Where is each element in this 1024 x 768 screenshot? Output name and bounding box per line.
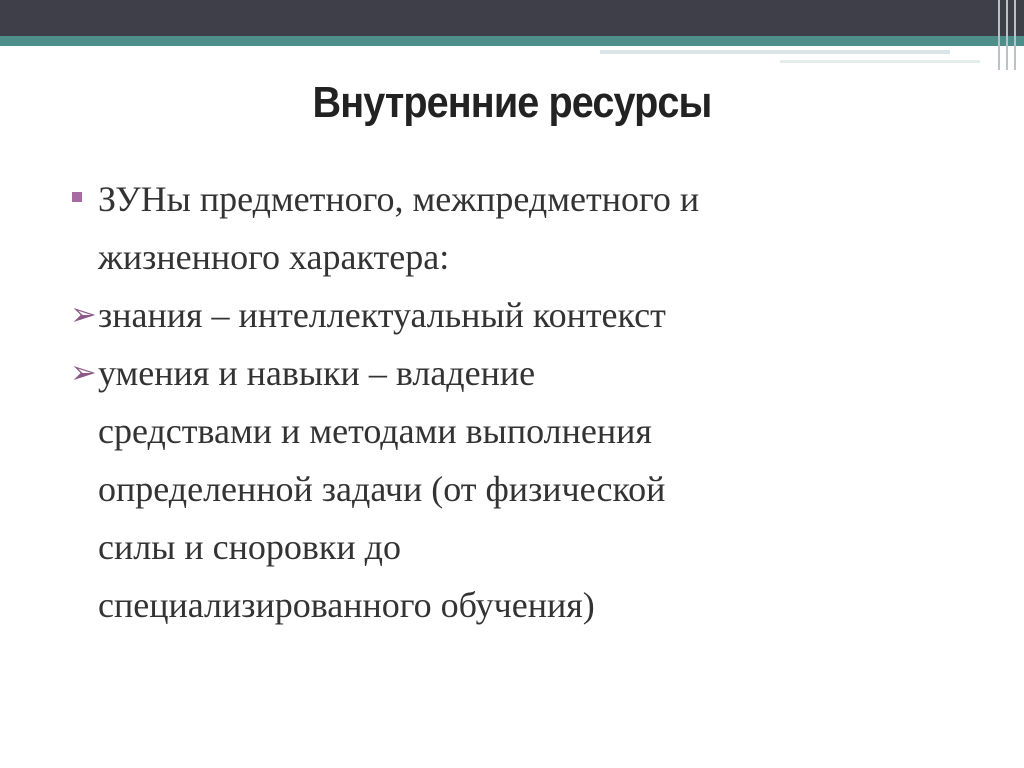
list-item-line: жизненного характера:: [98, 237, 450, 277]
list-item: [70, 344, 950, 634]
decorative-stripe: [600, 50, 950, 54]
list-item-line: знания – интеллектуальный контекст: [98, 295, 666, 335]
decorative-stripe: [780, 60, 980, 63]
list-item-line: силы и сноровки до: [98, 527, 401, 567]
list-item-line: ЗУНы предметного, межпредметного и: [98, 179, 700, 219]
header-band: [0, 0, 1024, 36]
list-item-line: средствами и методами выполнения: [98, 411, 652, 451]
accent-stripe: [0, 36, 1024, 46]
bullet-list: [70, 170, 950, 634]
corner-decoration: [992, 0, 1024, 70]
list-item-line: определенной задачи (от физической: [98, 469, 666, 509]
arrow-bullet-icon: ➢: [70, 295, 97, 333]
list-item: [70, 170, 950, 286]
list-item-line: специализированного обучения): [98, 585, 595, 625]
list-item-line: умения и навыки – владение: [98, 353, 536, 393]
slide-title: Внутренние ресурсы: [312, 78, 712, 127]
square-bullet-icon: [72, 192, 82, 202]
list-item: [70, 286, 950, 344]
arrow-bullet-icon: ➢: [70, 353, 97, 391]
